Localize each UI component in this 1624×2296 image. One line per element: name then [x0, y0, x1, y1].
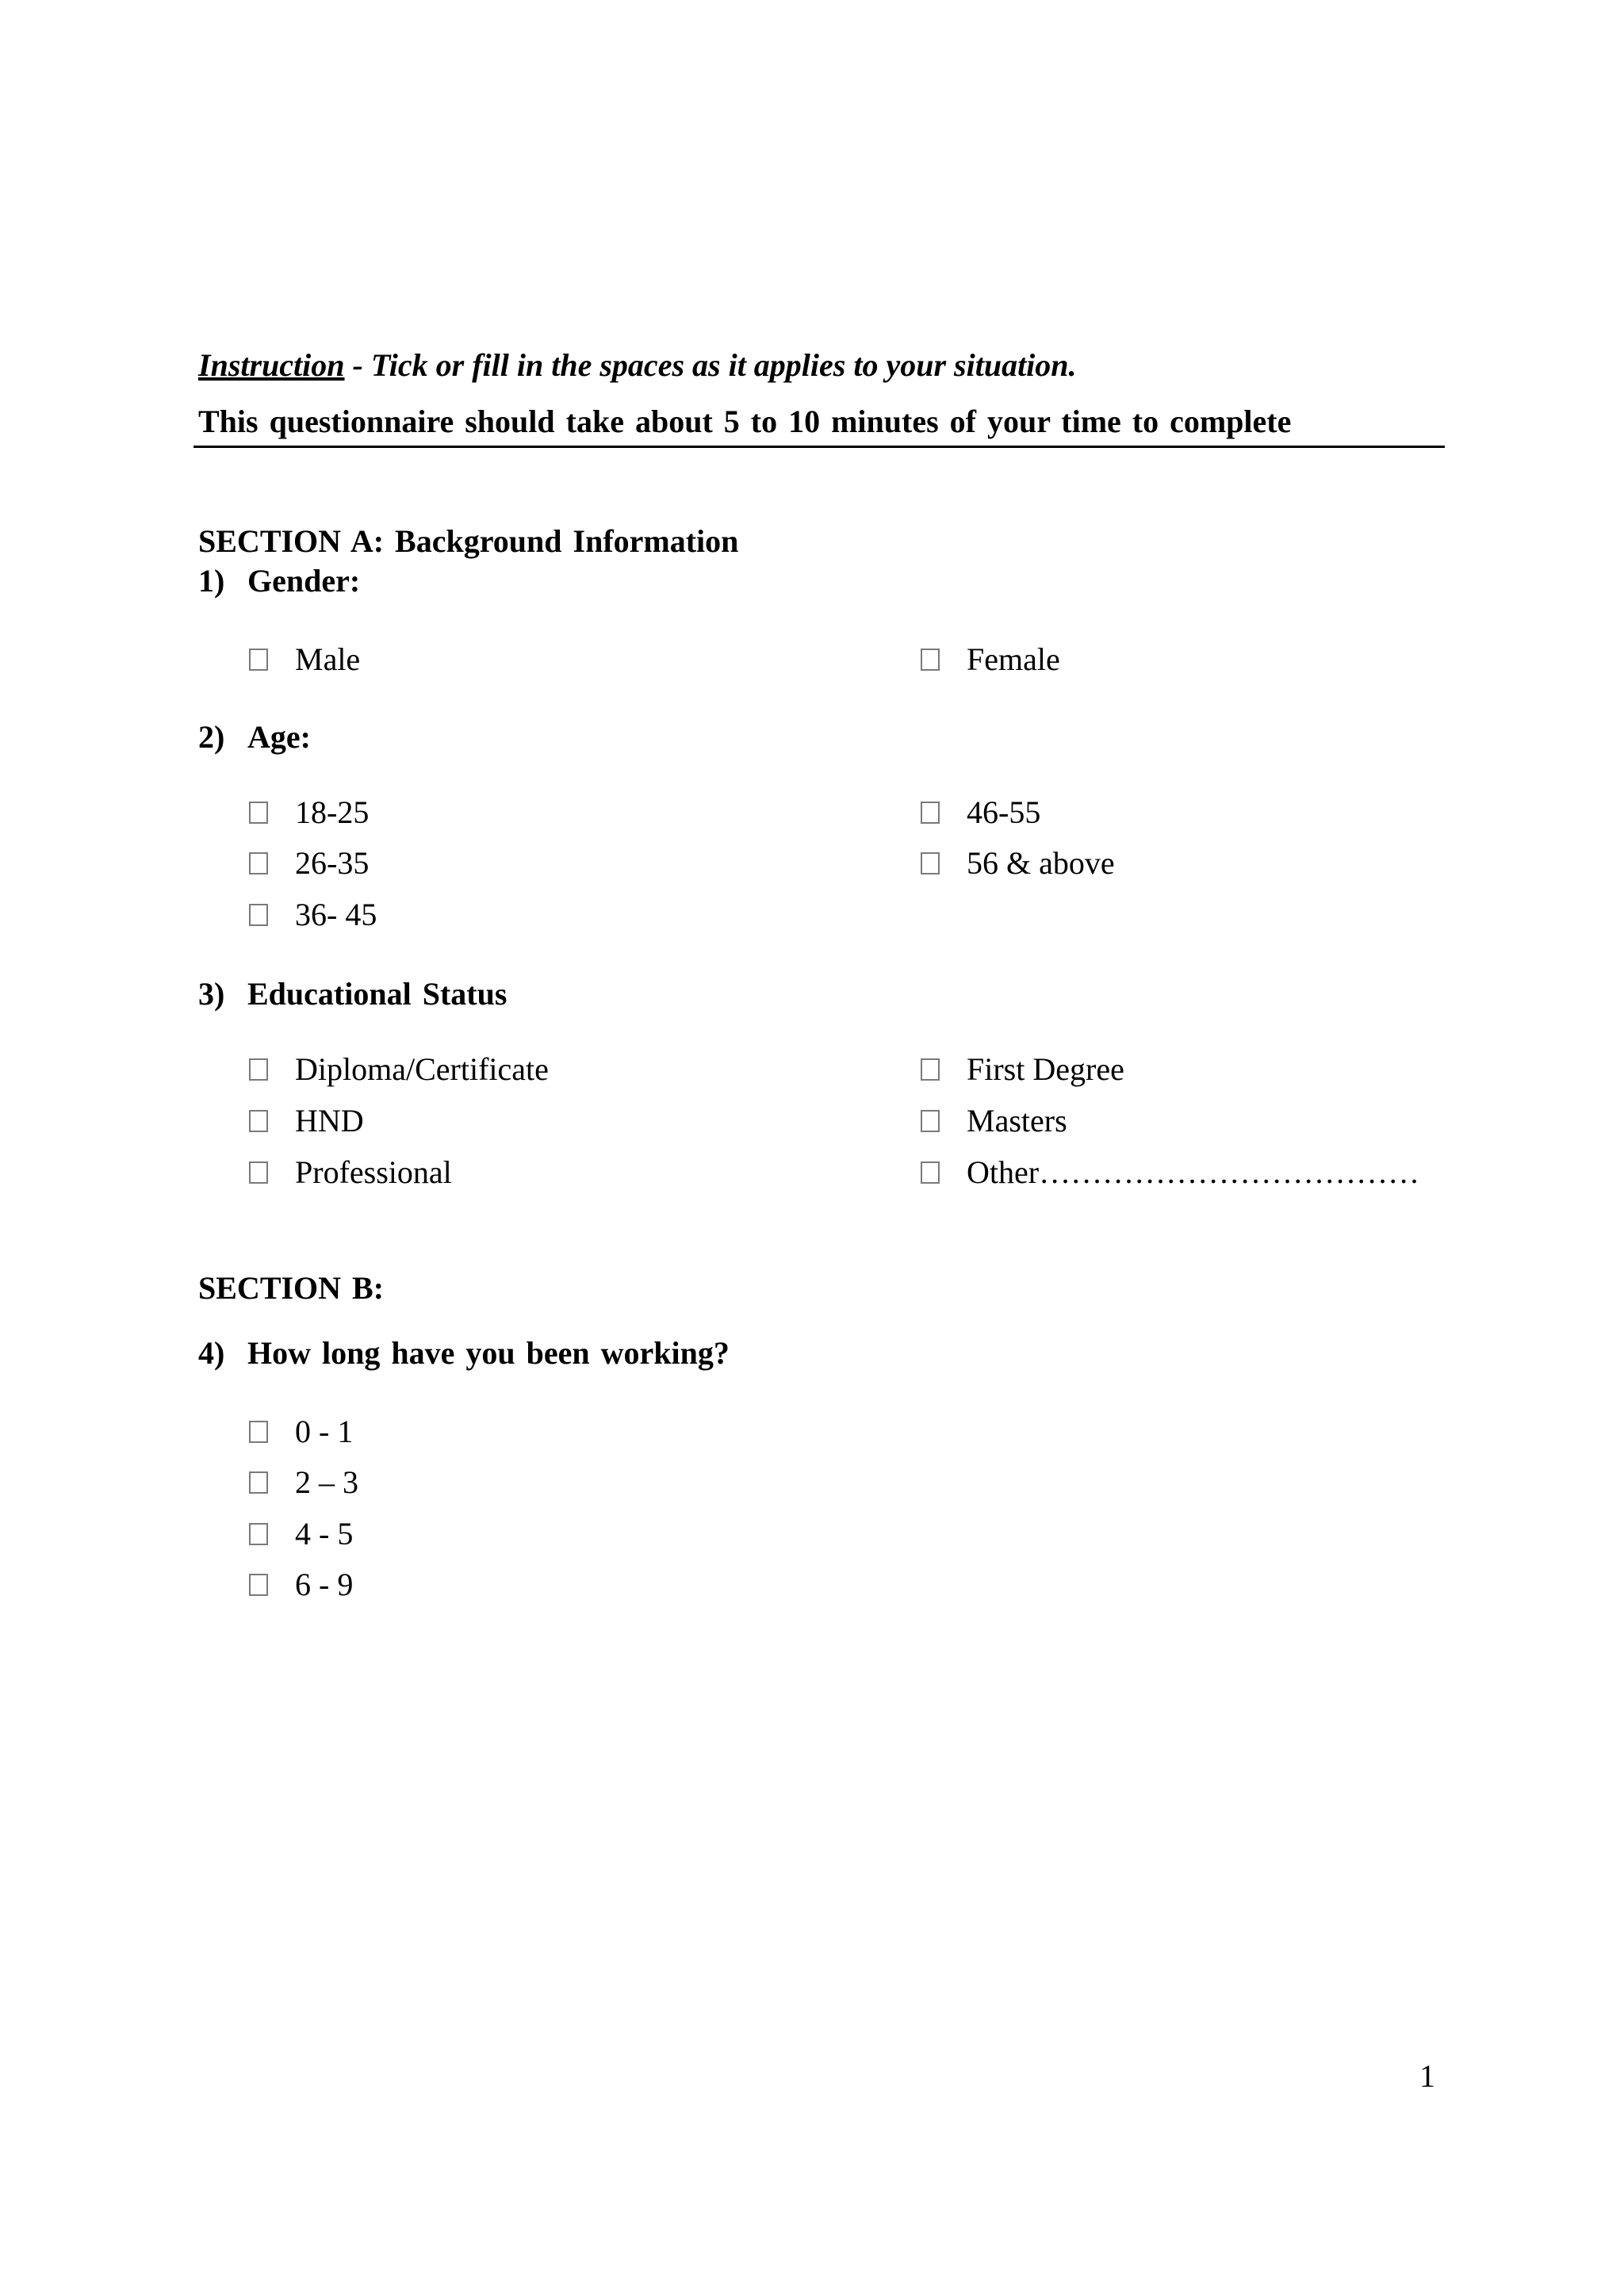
- checkbox[interactable]: [249, 1574, 268, 1596]
- header-divider: [193, 446, 1445, 448]
- checkbox[interactable]: [249, 904, 268, 926]
- education-option-other[interactable]: [921, 1154, 1419, 1191]
- option-label: Male: [295, 641, 361, 677]
- checkbox[interactable]: [921, 1058, 940, 1081]
- option-label: Female: [967, 641, 1060, 677]
- checkbox[interactable]: [249, 649, 268, 671]
- option-label: 46-55: [967, 794, 1041, 830]
- option-label: First Degree: [967, 1051, 1124, 1087]
- checkbox[interactable]: [921, 1161, 940, 1184]
- instruction-line: [198, 346, 1077, 384]
- option-label: Diploma/Certificate: [295, 1051, 549, 1087]
- checkbox[interactable]: [249, 1421, 268, 1443]
- option-label: 6 - 9: [295, 1567, 354, 1602]
- checkbox[interactable]: [249, 1471, 268, 1494]
- page-number: 1: [1419, 2058, 1435, 2094]
- option-label: HND: [295, 1103, 364, 1138]
- checkbox[interactable]: [249, 1161, 268, 1184]
- q2-age-question: Age:: [247, 719, 311, 755]
- checkbox[interactable]: [921, 802, 940, 824]
- work-option-4-5[interactable]: [249, 1515, 353, 1552]
- option-label: 36- 45: [295, 897, 377, 932]
- completion-time-note: This questionnaire should take about 5 to 10 minutes of your time to complete: [198, 404, 1292, 439]
- education-option-first-degree[interactable]: [921, 1050, 1124, 1088]
- q4-number: 4): [198, 1335, 225, 1371]
- instruction-text: - Tick or fill in the spaces as it applies to your situation.: [344, 347, 1077, 383]
- q2-number: 2): [198, 719, 225, 755]
- checkbox[interactable]: [249, 1058, 268, 1081]
- education-option-masters[interactable]: [921, 1102, 1067, 1139]
- checkbox[interactable]: [921, 649, 940, 671]
- option-label: Masters: [967, 1103, 1067, 1138]
- instruction-label: Instruction: [198, 347, 345, 383]
- section-a-title: SECTION A: Background Information: [198, 523, 739, 559]
- q4-work-duration-question: How long have you been working?: [247, 1335, 730, 1371]
- q3-number: 3): [198, 976, 225, 1012]
- work-option-6-9[interactable]: [249, 1566, 353, 1603]
- checkbox[interactable]: [249, 1110, 268, 1132]
- option-label: 0 - 1: [295, 1414, 354, 1449]
- age-option-56-above[interactable]: [921, 844, 1115, 882]
- option-label: 4 - 5: [295, 1516, 354, 1552]
- checkbox[interactable]: [249, 802, 268, 824]
- checkbox[interactable]: [249, 852, 268, 874]
- age-option-46-55[interactable]: [921, 794, 1040, 831]
- q1-gender-question: Gender:: [247, 563, 361, 599]
- age-option-26-35[interactable]: [249, 844, 369, 882]
- option-label: Other………………………………: [967, 1154, 1420, 1190]
- checkbox[interactable]: [921, 1110, 940, 1132]
- option-label: Professional: [295, 1154, 452, 1190]
- option-label: 26-35: [295, 845, 370, 881]
- age-option-36-45[interactable]: [249, 896, 377, 933]
- education-option-professional[interactable]: [249, 1154, 452, 1191]
- q3-education-question: Educational Status: [247, 976, 508, 1012]
- option-label: 2 – 3: [295, 1464, 358, 1500]
- education-option-diploma[interactable]: [249, 1050, 549, 1088]
- gender-option-male[interactable]: [249, 641, 360, 678]
- gender-option-female[interactable]: [921, 641, 1060, 678]
- section-b-title: SECTION B:: [198, 1270, 385, 1306]
- work-option-2-3[interactable]: [249, 1464, 358, 1501]
- checkbox[interactable]: [249, 1523, 268, 1545]
- education-option-hnd[interactable]: [249, 1102, 364, 1139]
- option-label: 56 & above: [967, 845, 1115, 881]
- age-option-18-25[interactable]: [249, 794, 369, 831]
- q1-number: 1): [198, 563, 225, 599]
- checkbox[interactable]: [921, 852, 940, 874]
- work-option-0-1[interactable]: [249, 1413, 353, 1450]
- option-label: 18-25: [295, 794, 370, 830]
